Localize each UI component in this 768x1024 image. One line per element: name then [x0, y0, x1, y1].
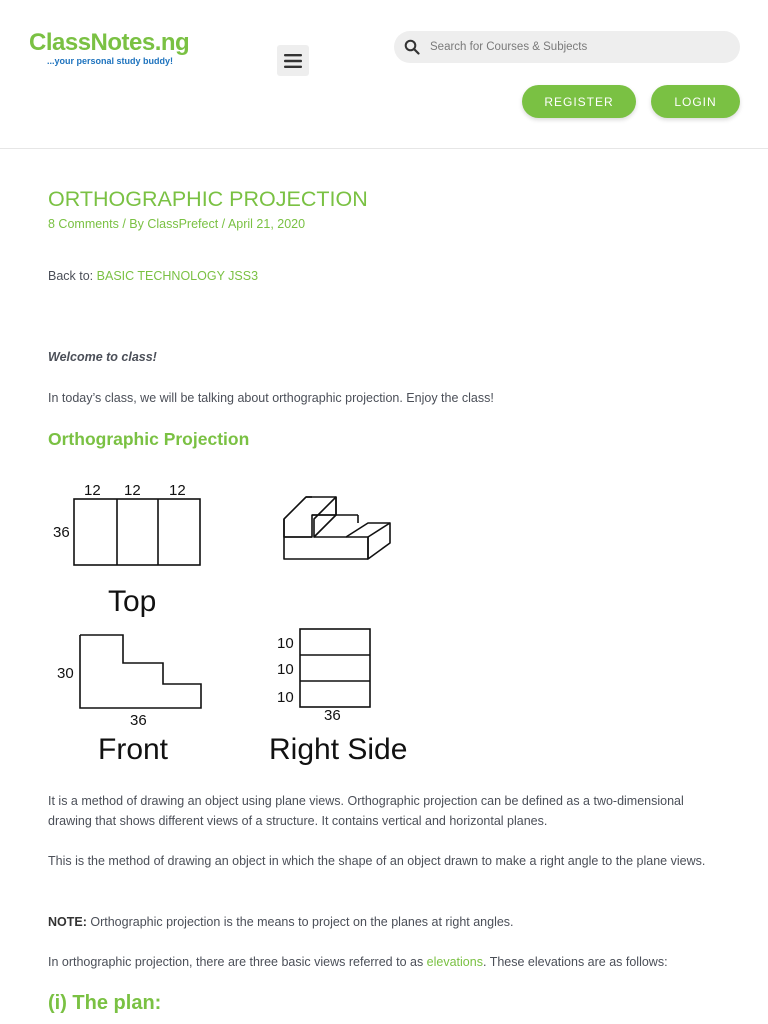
right-side-view-label: Right Side [269, 733, 408, 766]
search-box [394, 31, 740, 63]
elevations-link[interactable]: elevations [426, 955, 483, 969]
hamburger-menu-icon [284, 54, 302, 68]
back-to-course-link[interactable]: BASIC TECHNOLOGY JSS3 [96, 269, 259, 283]
right-dim-2: 10 [277, 661, 294, 678]
paragraph-method: This is the method of drawing an object in which the shape of an object drawn to make a right angle to the plane views. [48, 854, 706, 868]
top-dim-3: 12 [169, 482, 186, 499]
register-button[interactable]: REGISTER [522, 85, 636, 118]
search-input[interactable] [430, 41, 720, 53]
top-side-dim: 36 [53, 524, 70, 541]
logo-name: ClassNotes.ng [29, 29, 190, 56]
comments-link[interactable]: 8 Comments [48, 217, 119, 231]
paragraph-definition: It is a method of drawing an object using plane views. Orthographic projection can be defined as a two-dimensional drawing that shows different views of a structure. It contains vertical and horizontal planes. [48, 794, 684, 828]
section-heading-plan: (i) The plan: [48, 992, 162, 1014]
elevations-text-b: . These elevations are as follows: [482, 955, 668, 969]
post-date: April 21, 2020 [227, 217, 306, 231]
intro-paragraph: In today’s class, we will be talking about orthographic projection. Enjoy the class! [48, 391, 494, 405]
section-heading-orthographic: Orthographic Projection [48, 429, 250, 449]
top-view-label: Top [108, 585, 157, 618]
top-dim-2: 12 [124, 482, 141, 499]
top-view-drawing [74, 499, 200, 565]
meta-date-sep: / [218, 217, 228, 231]
note-label: NOTE: [48, 915, 87, 929]
front-view-drawing [80, 635, 201, 708]
note-paragraph [48, 912, 514, 932]
front-bottom-dim: 36 [130, 712, 147, 729]
right-dim-3: 10 [277, 689, 294, 706]
right-dim-1: 10 [277, 635, 294, 652]
elevations-text-a: In orthographic projection, there are three basic views referred to as [48, 955, 427, 969]
front-view-label: Front [98, 733, 169, 766]
logo-tagline: ...your personal study buddy! [47, 56, 174, 66]
welcome-text: Welcome to class! [48, 350, 157, 364]
top-dim-1: 12 [84, 482, 101, 499]
right-side-view-drawing [300, 629, 370, 707]
front-side-dim: 30 [57, 665, 74, 682]
site-header [0, 0, 768, 149]
login-button[interactable]: LOGIN [651, 85, 740, 118]
back-to-line [48, 266, 258, 286]
post-meta [48, 217, 305, 231]
author-link[interactable]: ClassPrefect [147, 217, 219, 231]
isometric-drawing [284, 497, 390, 559]
back-to-label: Back to: [48, 269, 97, 283]
search-icon[interactable] [404, 39, 420, 55]
post-title: ORTHOGRAPHIC PROJECTION [48, 187, 368, 211]
orthographic-projection-figure [48, 475, 448, 775]
right-bottom-dim: 36 [324, 707, 341, 724]
meta-by: / By [118, 217, 148, 231]
menu-toggle-button[interactable] [277, 45, 309, 76]
site-logo[interactable] [29, 30, 189, 66]
paragraph-elevations [48, 952, 668, 972]
note-text: Orthographic projection is the means to project on the planes at right angles. [86, 915, 514, 929]
